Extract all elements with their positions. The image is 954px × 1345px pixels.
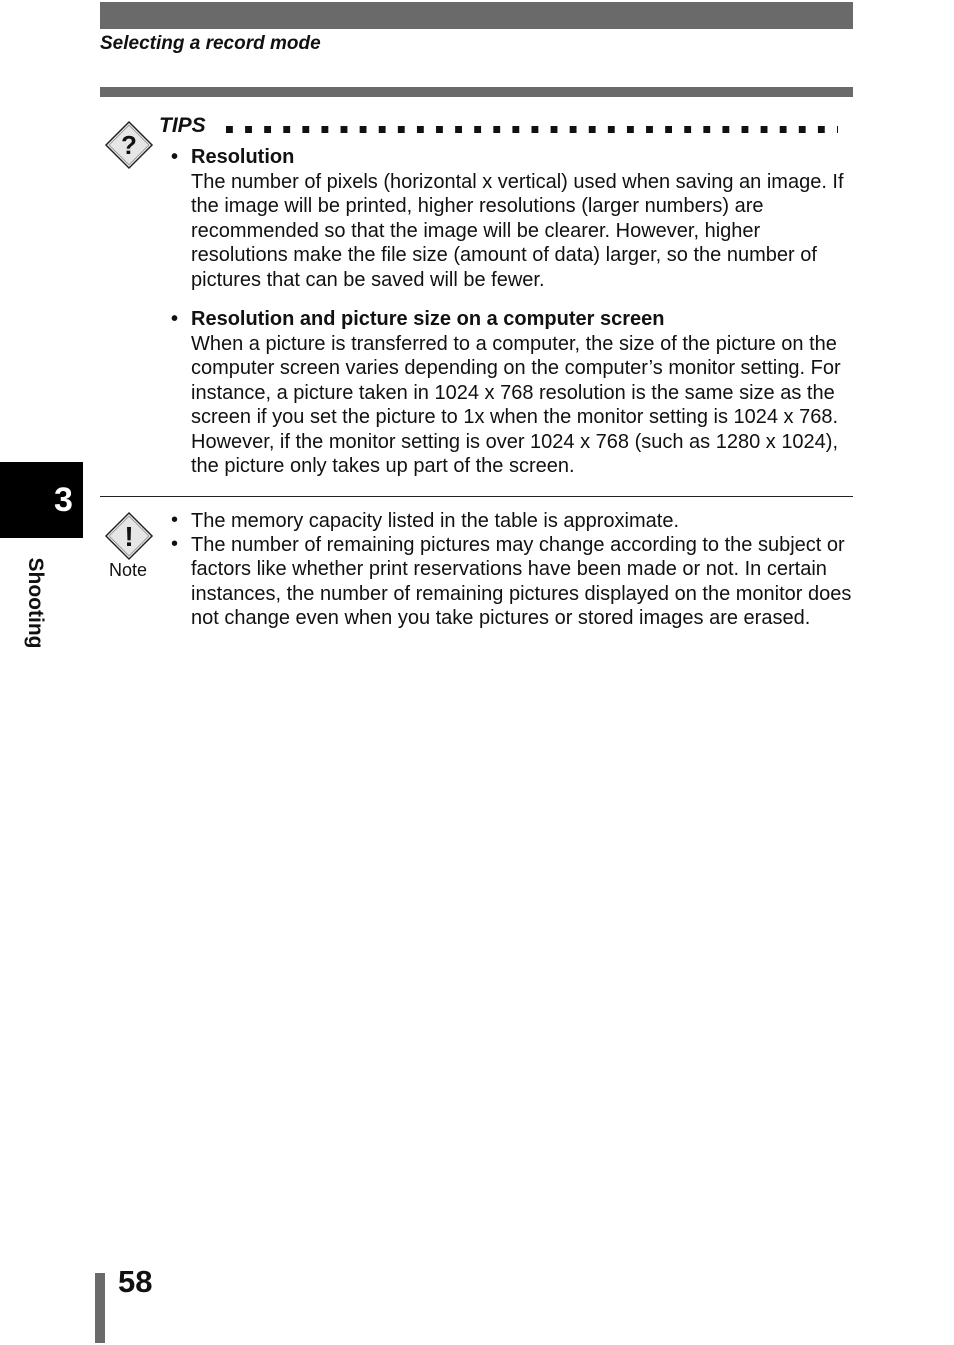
note-text-remaining-pictures: The number of remaining pictures may change according to the subject or factors like whether print reservations have been made or not. In certain instances, the number of remaining pictures displayed on the monitor does not change even when you take pictures or stored images are erased. [191, 534, 852, 630]
tip-bullet: • [171, 146, 179, 168]
tips-dotted-rule [226, 126, 838, 133]
note-bullet: • [171, 533, 179, 555]
page-number-bar [95, 1273, 105, 1343]
tip-title-resolution: Resolution [191, 146, 295, 168]
svg-text:?: ? [121, 130, 137, 160]
tip-text-resolution: The number of pixels (horizontal x vertical) used when saving an image. If the image will be printed, higher resolutions (larger numbers) are recommended so that the image will be clearer. However, higher resolutions make the file size (amount of data) larger, so the number of pictures that can be saved will be fewer. [191, 171, 844, 291]
exclamation-mark-diamond-icon [104, 511, 154, 561]
tip-bullet: • [171, 308, 179, 330]
chapter-number: 3 [54, 480, 73, 519]
section-separator [100, 496, 853, 497]
page-number: 58 [118, 1264, 153, 1299]
note-bullet: • [171, 509, 179, 531]
section-title: Selecting a record mode [100, 33, 321, 54]
chapter-label: Shooting [24, 557, 47, 649]
note-text-memory-capacity: The memory capacity listed in the table is approximate. [191, 510, 679, 532]
tip-text-computer-screen: When a picture is transferred to a computer, the size of the picture on the computer screen varies depending on the computer’s monitor setting. For instance, a picture taken in 1024 x 768 resolution is the same size as the screen if you set the picture to 1x when the monitor setting is 1024 x 768. However, if the monitor setting is over 1024 x 768 (such as 1280 x 1024), the picture only takes up part of the screen. [191, 333, 841, 478]
tips-heading: TIPS [159, 114, 206, 137]
note-label: Note [108, 560, 148, 580]
tip-title-computer-screen: Resolution and picture size on a computer screen [191, 308, 665, 330]
header-top-bar [100, 2, 853, 29]
header-rule [100, 87, 853, 97]
question-mark-diamond-icon [104, 120, 154, 170]
svg-text:!: ! [124, 521, 134, 552]
